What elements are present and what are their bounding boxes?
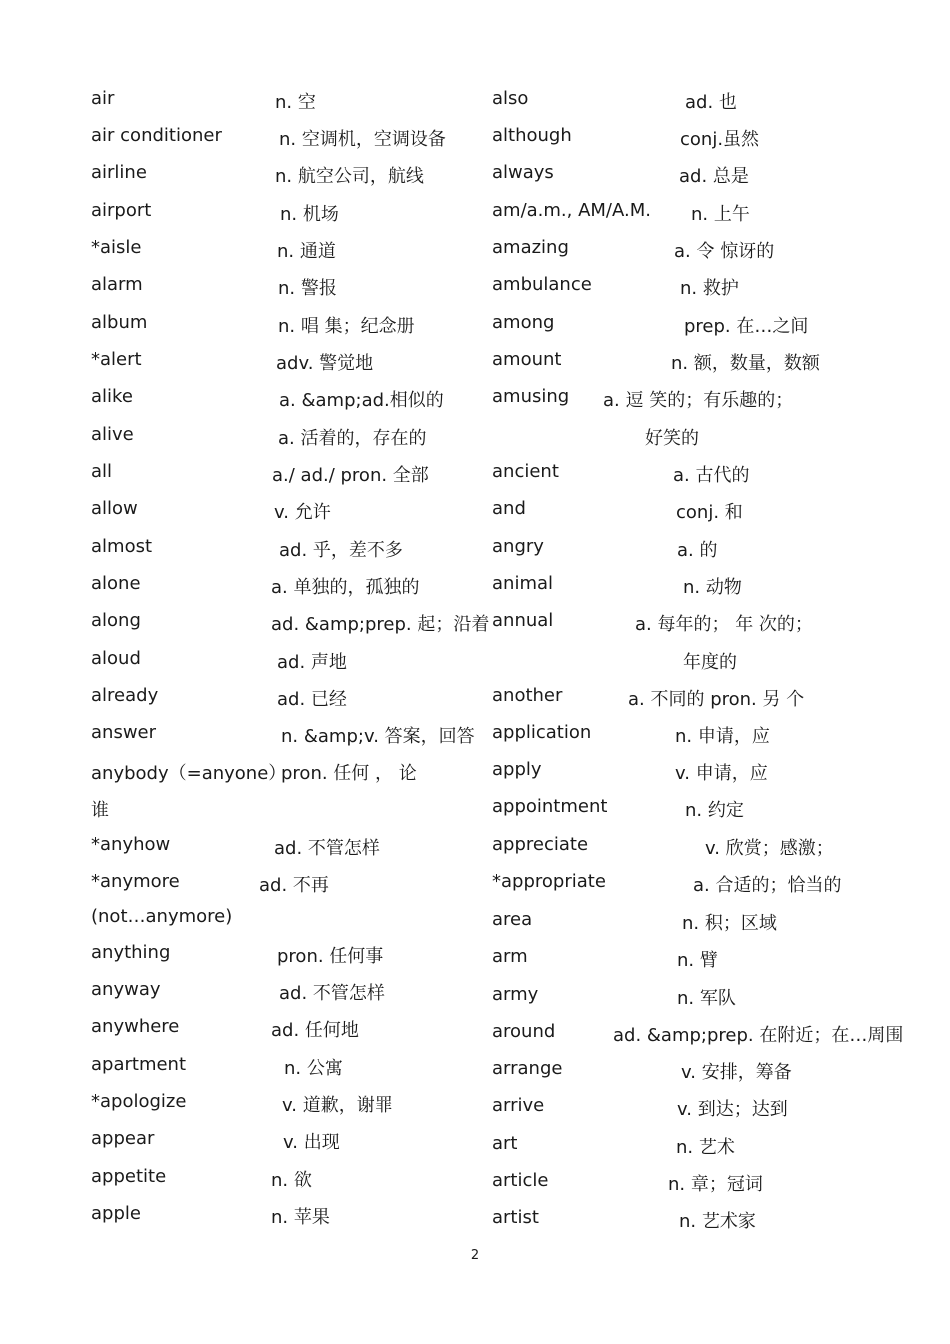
vocab-entry bbox=[475, 573, 950, 610]
vocab-word: arrive bbox=[492, 1095, 545, 1116]
vocab-word: along bbox=[91, 610, 141, 631]
vocab-entry bbox=[0, 1091, 475, 1128]
vocab-definition: conj. 和 bbox=[676, 502, 743, 523]
vocab-entry bbox=[0, 685, 475, 722]
vocab-entry bbox=[0, 573, 475, 610]
vocab-entry bbox=[475, 200, 950, 237]
vocab-definition: v. 出现 bbox=[283, 1132, 340, 1153]
vocab-word: and bbox=[492, 498, 526, 519]
vocab-word: application bbox=[492, 722, 592, 743]
vocab-definition: a. 单独的，孤独的 bbox=[271, 577, 420, 598]
vocab-definition: n. 章；冠词 bbox=[668, 1174, 763, 1195]
vocab-definition: v. 申请，应 bbox=[675, 763, 768, 784]
vocab-entry bbox=[475, 237, 950, 274]
vocab-entry bbox=[475, 1207, 950, 1244]
vocab-entry bbox=[0, 722, 475, 759]
vocab-word: apartment bbox=[91, 1054, 187, 1075]
vocab-entry bbox=[0, 610, 490, 647]
vocab-word: ancient bbox=[492, 461, 559, 482]
vocab-entry bbox=[0, 125, 475, 162]
vocab-word: amusing bbox=[492, 386, 570, 407]
vocab-entry bbox=[475, 1095, 950, 1132]
vocab-definition: ad. 乎，差不多 bbox=[279, 540, 403, 561]
vocab-word: *alert bbox=[91, 349, 142, 370]
vocab-word: aloud bbox=[91, 648, 141, 669]
vocab-entry bbox=[475, 984, 950, 1021]
vocab-entry bbox=[475, 386, 950, 423]
vocab-definition: n. 航空公司，航线 bbox=[275, 166, 424, 187]
vocab-definition: ad. 也 bbox=[685, 92, 737, 113]
vocab-definition: a. 的 bbox=[677, 540, 718, 561]
vocab-entry bbox=[0, 648, 475, 685]
vocab-entry bbox=[0, 536, 475, 573]
vocab-definition: n. 军队 bbox=[677, 988, 736, 1009]
vocab-definition: ad. 不再 bbox=[259, 875, 329, 896]
vocab-word: ambulance bbox=[492, 274, 592, 295]
vocab-definition: n. 申请，应 bbox=[675, 726, 770, 747]
vocab-definition: conj.虽然 bbox=[680, 129, 760, 150]
vocab-entry bbox=[0, 88, 475, 125]
vocab-word: air bbox=[91, 88, 115, 109]
vocab-word: *aisle bbox=[91, 237, 142, 258]
vocab-definition: pron. 任何 ， 论 bbox=[281, 763, 417, 784]
vocab-definition: n. 通道 bbox=[277, 241, 336, 262]
vocab-word: appear bbox=[91, 1128, 155, 1149]
vocab-word: apply bbox=[492, 759, 542, 780]
vocab-definition: v. 允许 bbox=[274, 502, 331, 523]
vocab-word: amazing bbox=[492, 237, 569, 258]
vocab-definition: n. 欲 bbox=[271, 1170, 312, 1191]
vocab-definition: n. 艺术 bbox=[676, 1137, 735, 1158]
vocab-word: allow bbox=[91, 498, 138, 519]
vocab-definition: n. 救护 bbox=[680, 278, 739, 299]
vocab-entry bbox=[475, 871, 950, 908]
vocab-word: although bbox=[492, 125, 572, 146]
vocab-definition: v. 到达；达到 bbox=[677, 1099, 788, 1120]
vocab-definition: ad. 不管怎样 bbox=[279, 983, 385, 1004]
vocab-definition: v. 安排，筹备 bbox=[681, 1062, 792, 1083]
vocab-entry bbox=[0, 237, 475, 274]
vocab-word: apple bbox=[91, 1203, 141, 1224]
vocab-entry bbox=[475, 759, 950, 796]
vocab-entry bbox=[0, 461, 475, 498]
vocab-definition: adv. 警觉地 bbox=[276, 353, 374, 374]
vocab-definition: v. 欣赏；感激； bbox=[705, 838, 834, 859]
vocab-word: (not…anymore) bbox=[91, 906, 233, 927]
vocab-word: 谁 bbox=[91, 800, 109, 821]
page-number: 2 bbox=[470, 1248, 480, 1263]
vocab-word: *appropriate bbox=[492, 871, 606, 892]
vocab-entry bbox=[0, 200, 475, 237]
vocab-entry bbox=[475, 1170, 950, 1207]
vocab-entry bbox=[475, 946, 950, 983]
vocab-word: airport bbox=[91, 200, 152, 221]
vocab-word: another bbox=[492, 685, 563, 706]
vocab-entry bbox=[475, 349, 950, 386]
vocab-word: all bbox=[91, 461, 113, 482]
vocab-definition: n. 唱 集；纪念册 bbox=[278, 316, 415, 337]
vocab-entry bbox=[0, 796, 475, 833]
vocab-entry bbox=[475, 125, 950, 162]
vocab-definition: 年度的 bbox=[683, 652, 737, 673]
vocab-word: anywhere bbox=[91, 1016, 180, 1037]
vocab-word: appreciate bbox=[492, 834, 589, 855]
vocab-definition: n. 公寓 bbox=[284, 1058, 343, 1079]
vocab-word: anyway bbox=[91, 979, 161, 1000]
vocab-word: appointment bbox=[492, 796, 608, 817]
vocab-definition: a. 令 惊讶的 bbox=[674, 241, 775, 262]
vocab-entry bbox=[475, 909, 950, 946]
vocab-definition: a. 活着的，存在的 bbox=[278, 428, 427, 449]
vocab-entry bbox=[475, 424, 950, 461]
vocab-definition: v. 道歉，谢罪 bbox=[282, 1095, 393, 1116]
vocab-word: air conditioner bbox=[91, 125, 222, 146]
vocab-word: alike bbox=[91, 386, 133, 407]
vocab-entry bbox=[0, 834, 475, 871]
vocab-entry bbox=[475, 1058, 950, 1095]
vocab-word: article bbox=[492, 1170, 549, 1191]
vocab-word: alone bbox=[91, 573, 141, 594]
vocab-word: around bbox=[492, 1021, 556, 1042]
vocab-definition: ad. 不管怎样 bbox=[274, 838, 380, 859]
vocab-definition: a. 每年的； 年 次的； bbox=[635, 614, 813, 635]
vocab-entry bbox=[0, 1054, 475, 1091]
vocab-definition: pron. 任何事 bbox=[277, 946, 384, 967]
vocab-definition: n. 额，数量，数额 bbox=[671, 353, 820, 374]
vocab-definition: prep. 在…之间 bbox=[684, 316, 809, 337]
vocab-definition: a. 古代的 bbox=[673, 465, 750, 486]
vocab-entry bbox=[0, 871, 475, 908]
vocab-definition: 好笑的 bbox=[645, 428, 699, 449]
vocab-definition: a. 逗 笑的；有乐趣的； bbox=[603, 390, 794, 411]
vocab-entry bbox=[475, 1021, 950, 1058]
vocab-word: *anyhow bbox=[91, 834, 171, 855]
vocab-word: angry bbox=[492, 536, 544, 557]
vocab-definition: n. 警报 bbox=[278, 278, 337, 299]
vocab-entry bbox=[0, 386, 475, 423]
vocab-word: appetite bbox=[91, 1166, 167, 1187]
vocab-definition: a./ ad./ pron. 全部 bbox=[272, 465, 429, 486]
vocab-entry bbox=[0, 312, 475, 349]
vocab-definition: ad. 声地 bbox=[277, 652, 347, 673]
vocab-definition: n. 约定 bbox=[685, 800, 744, 821]
vocab-word: art bbox=[492, 1133, 518, 1154]
vocab-entry bbox=[475, 834, 950, 871]
vocab-entry bbox=[475, 536, 950, 573]
vocab-entry bbox=[475, 498, 950, 535]
vocab-definition: n. 艺术家 bbox=[679, 1211, 756, 1232]
vocab-entry bbox=[475, 88, 950, 125]
vocab-word: arm bbox=[492, 946, 528, 967]
vocab-definition: n. 臂 bbox=[677, 950, 718, 971]
vocab-definition: ad. 任何地 bbox=[271, 1020, 359, 1041]
vocab-word: *apologize bbox=[91, 1091, 187, 1112]
vocab-entry bbox=[475, 648, 950, 685]
vocab-word: answer bbox=[91, 722, 157, 743]
vocab-definition: ad. 已经 bbox=[277, 689, 347, 710]
vocab-word: animal bbox=[492, 573, 554, 594]
vocab-entry bbox=[475, 162, 950, 199]
vocab-word: also bbox=[492, 88, 529, 109]
vocab-entry bbox=[475, 312, 950, 349]
vocab-word: army bbox=[492, 984, 539, 1005]
vocab-word: alarm bbox=[91, 274, 143, 295]
vocab-definition: n. 苹果 bbox=[271, 1207, 330, 1228]
vocab-definition: n. 积；区域 bbox=[682, 913, 777, 934]
vocab-entry bbox=[0, 349, 475, 386]
vocab-entry bbox=[0, 274, 475, 311]
vocab-entry bbox=[475, 461, 950, 498]
vocab-entry bbox=[0, 942, 475, 979]
vocab-definition: a. 合适的；恰当的 bbox=[693, 875, 842, 896]
vocab-definition: n. 上午 bbox=[691, 204, 750, 225]
vocab-definition: n. 空 bbox=[275, 92, 316, 113]
vocab-word: album bbox=[91, 312, 148, 333]
vocab-entry bbox=[0, 906, 475, 943]
vocab-entry bbox=[0, 1128, 475, 1165]
vocab-entry bbox=[0, 162, 475, 199]
vocab-definition: n. 空调机，空调设备 bbox=[279, 129, 446, 150]
vocab-word: am/a.m., AM/A.M. bbox=[492, 200, 651, 221]
vocab-definition: a. &amp;ad.相似的 bbox=[279, 390, 444, 411]
vocab-word: annual bbox=[492, 610, 554, 631]
vocab-entry bbox=[475, 274, 950, 311]
vocab-entry bbox=[0, 1203, 475, 1240]
vocab-entry bbox=[0, 759, 475, 796]
vocab-word: almost bbox=[91, 536, 153, 557]
vocab-entry bbox=[0, 498, 475, 535]
vocab-definition: a. 不同的 pron. 另 个 bbox=[628, 689, 805, 710]
vocab-word: *anymore bbox=[91, 871, 180, 892]
vocab-entry bbox=[0, 424, 475, 461]
vocab-word: anybody（=anyone） bbox=[91, 763, 287, 784]
vocab-definition: ad. 总是 bbox=[679, 166, 749, 187]
vocab-definition: n. 机场 bbox=[280, 204, 339, 225]
vocab-entry bbox=[475, 722, 950, 759]
vocab-entry bbox=[0, 1166, 475, 1203]
vocab-entry bbox=[475, 1133, 950, 1170]
vocab-word: among bbox=[492, 312, 555, 333]
vocab-definition: ad. &amp;prep. 在附近；在…周围 bbox=[613, 1025, 904, 1046]
vocab-word: airline bbox=[91, 162, 147, 183]
vocab-entry bbox=[475, 610, 950, 647]
vocab-word: alive bbox=[91, 424, 134, 445]
vocab-word: anything bbox=[91, 942, 171, 963]
vocab-word: already bbox=[91, 685, 159, 706]
vocab-definition: n. &amp;v. 答案，回答 bbox=[281, 726, 475, 747]
vocab-definition: ad. &amp;prep. 起；沿着 bbox=[271, 614, 490, 635]
vocab-entry bbox=[475, 685, 950, 722]
vocab-word: always bbox=[492, 162, 554, 183]
vocab-definition: n. 动物 bbox=[683, 577, 742, 598]
vocab-word: amount bbox=[492, 349, 562, 370]
vocab-entry bbox=[0, 1016, 475, 1053]
vocab-word: artist bbox=[492, 1207, 539, 1228]
vocab-word: area bbox=[492, 909, 533, 930]
vocab-entry bbox=[0, 979, 475, 1016]
vocab-word: arrange bbox=[492, 1058, 563, 1079]
vocab-entry bbox=[475, 796, 950, 833]
